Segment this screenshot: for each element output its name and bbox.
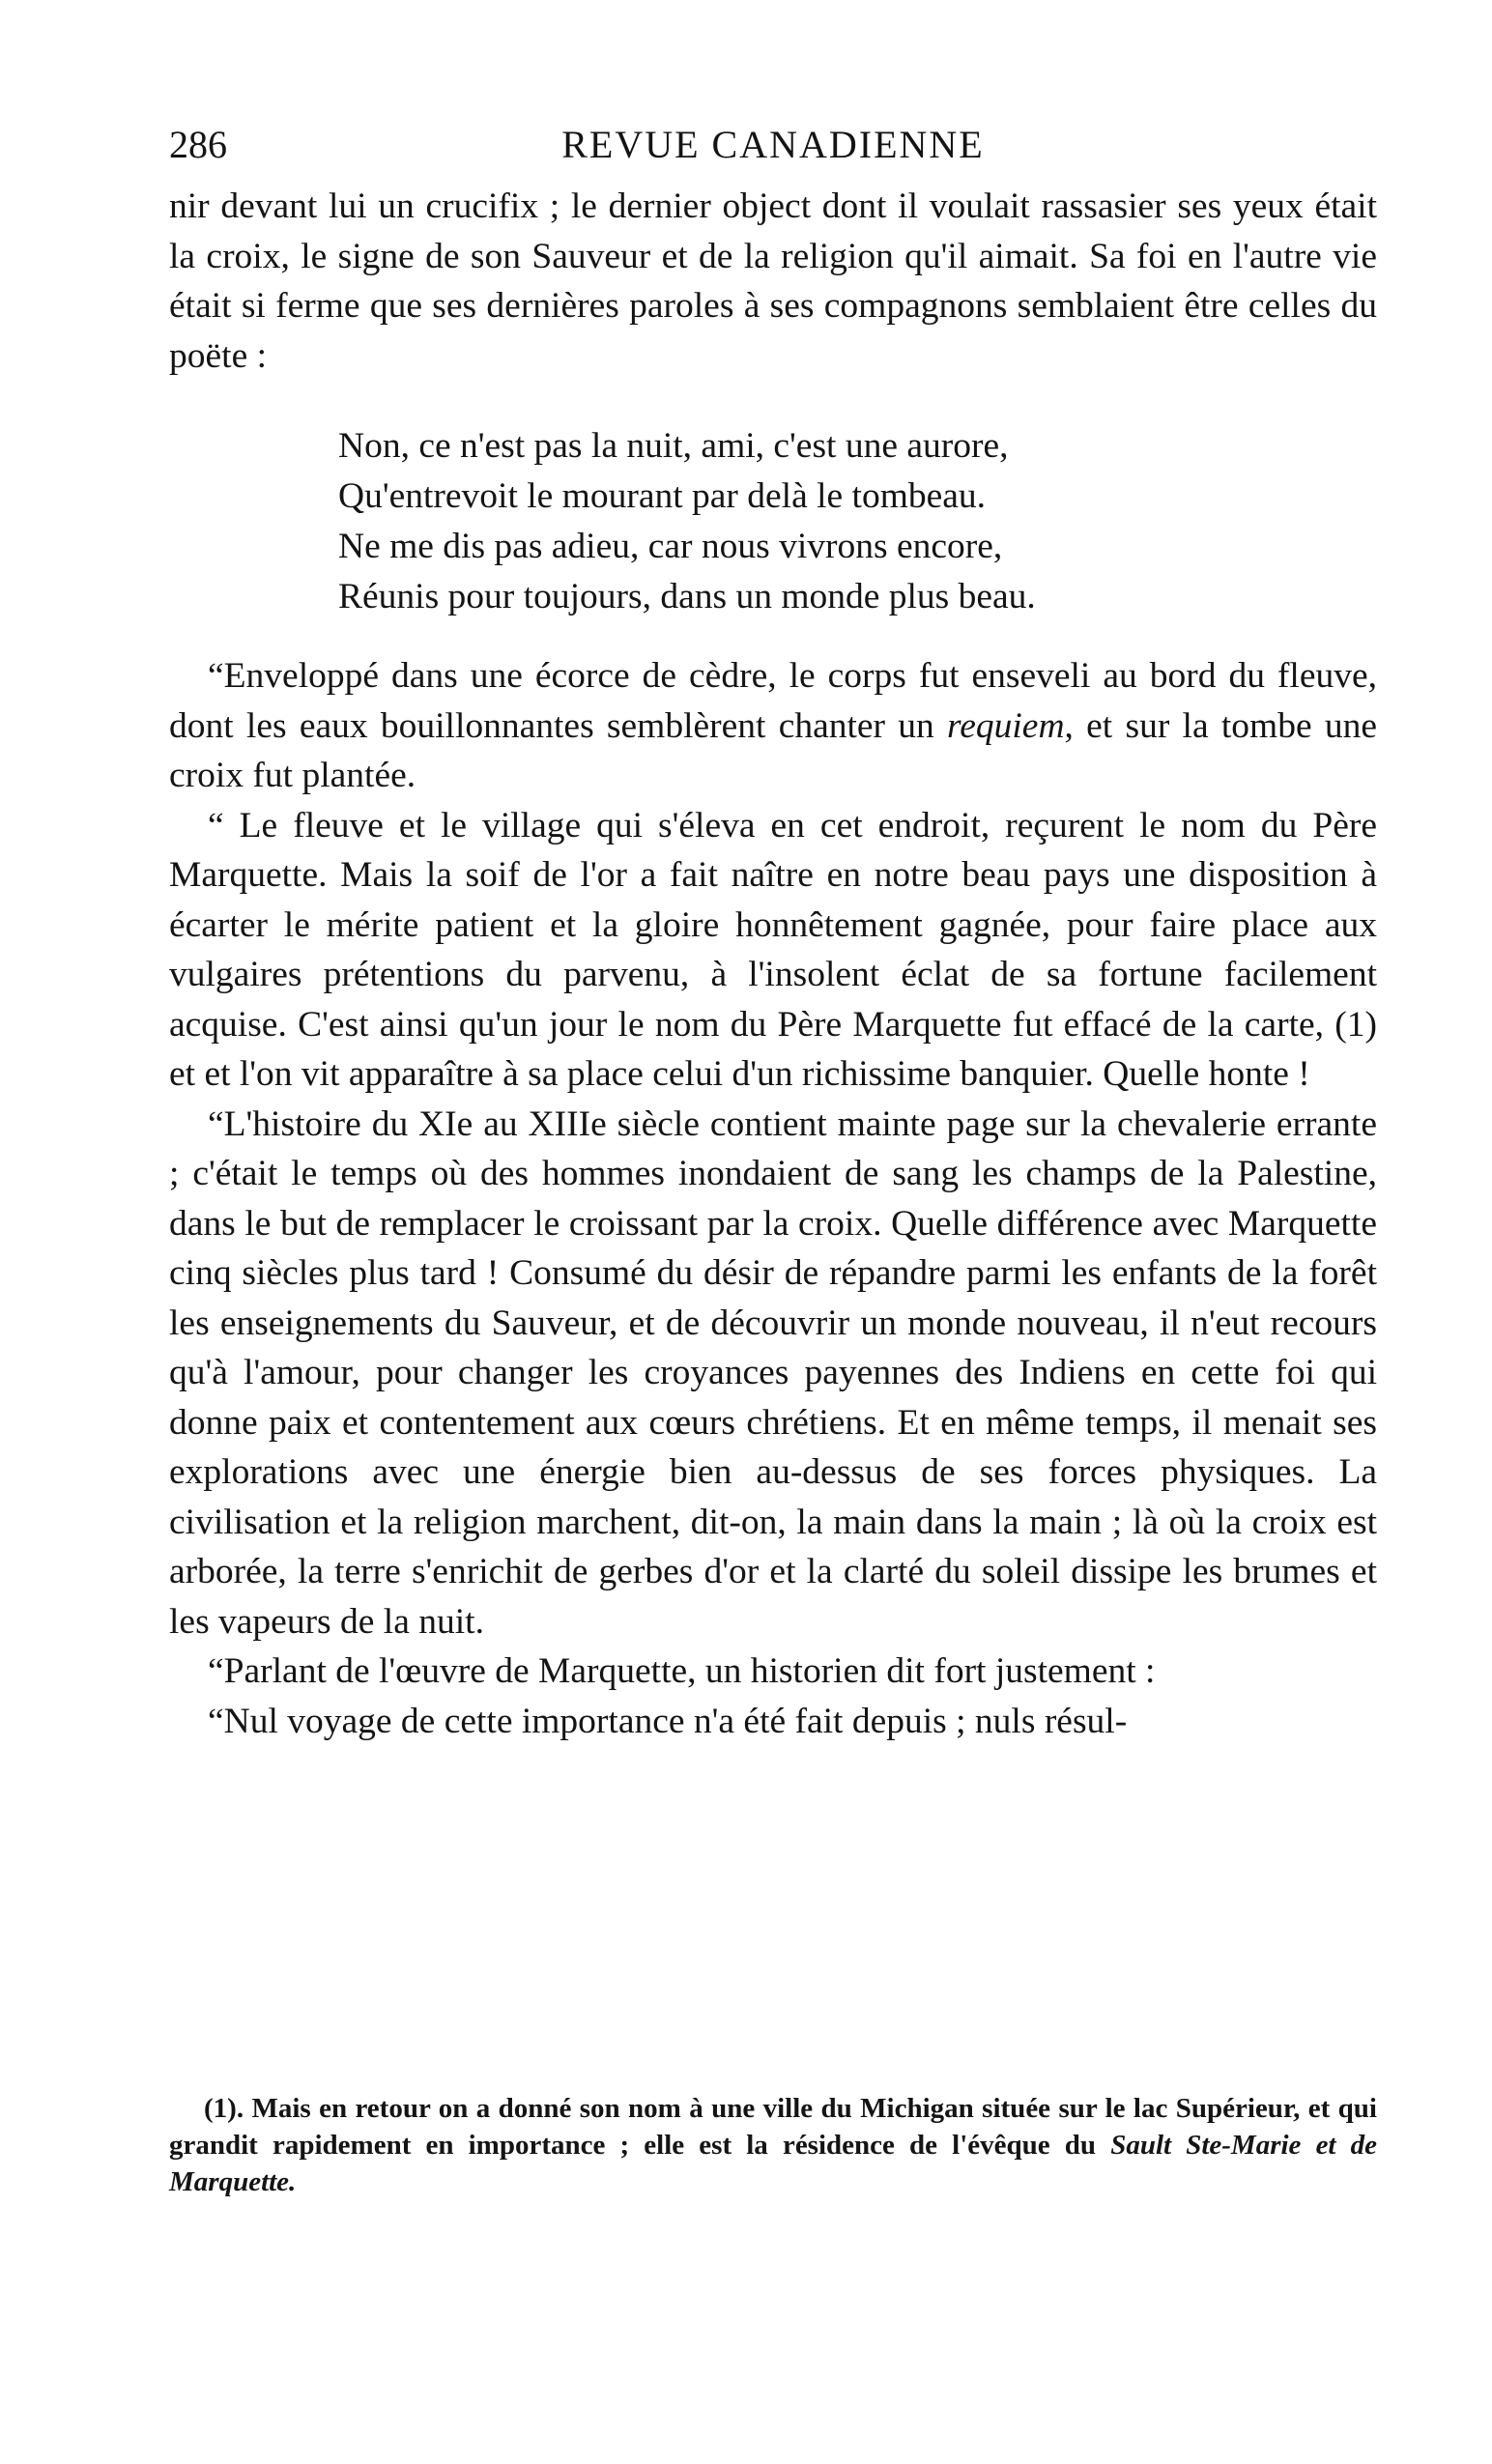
footnote-marker: (1). [204,2093,244,2124]
footnote-italic: Sault Ste-Marie et de Marquette. [169,2130,1378,2197]
page-header [169,116,1377,174]
footnote [169,2090,1377,2200]
paragraph [169,651,1377,801]
paragraph: nir devant lui un crucifix ; le dernier object dont il voulait rassasier ses yeux était la croix, le signe de son Sauveur et de la religion qu'il aimait. Sa foi en l'autre vie était si ferme que ses dernières paroles à ses compagnons semblaient être celles du poëte : [169,186,1377,376]
running-title: REVUE CANADIENNE [561,123,985,166]
poem-line: Réunis pour toujours, dans un monde plus beau. [338,577,1036,616]
poem-line: Qu'entrevoit le mourant par delà le tombeau. [338,476,987,516]
footnote-text: Mais en retour on a donné son nom à une ville du Michigan située sur le lac Supérieur, et qui grandit rapidement en importance ; elle est la résidence de l'évêque du [169,2093,1377,2161]
body-text [169,182,1377,1746]
paragraph: “L'histoire du XIe au XIIIe siècle contient mainte page sur la chevalerie errante ; c'était le temps où des hommes inondaient de sang les champs de la Palestine, dans le but de remplacer le croissant par la croix. Quelle différence avec Marquette cinq siècles plus tard ! Consumé du désir de répandre parmi les enfants de la forêt les enseignements du Sauveur, et de découvrir un monde nouveau, il n'eut recours qu'à l'amour, pour changer les croyances payennes des Indiens en cette foi qui donne paix et contentement aux cœurs chrétiens. Et en même temps, il menait ses explorations avec une énergie bien au-dessus de ses forces physiques. La civilisation et la religion marchent, dit-on, la main dans la main ; là où la croix est arborée, la terre s'enrichit de gerbes d'or et la clarté du soleil dissipe les brumes et les vapeurs de la nuit. [169,1103,1377,1642]
poem-line: Non, ce n'est pas la nuit, ami, c'est une aurore, [338,426,1009,466]
paragraph-text: , et sur la tombe une croix fut plantée. [169,705,1377,795]
italic-word: requiem [947,705,1065,746]
paragraph: “ Le fleuve et le village qui s'éleva en cet endroit, reçurent le nom du Père Marquette. Mais la soif de l'or a fait naître en notre beau pays une disposition à écarter le mérite patient et la gloire honnêtement gagnée, pour faire place aux vulgaires prétentions du parvenu, à l'insolent éclat de sa fortune facilement acquise. C'est ainsi qu'un jour le nom du Père Marquette fut effacé de la carte, (1) et et l'on vit apparaître à sa place celui d'un richissime banquier. Quelle honte ! [169,805,1377,1094]
poem-line: Ne me dis pas adieu, car nous vivrons encore, [338,527,1003,566]
paragraph: “Nul voyage de cette importance n'a été fait depuis ; nuls résul- [208,1701,1128,1741]
paragraph-text: “Enveloppé dans une écorce de cèdre, le corps fut enseveli au bord du fleuve, dont les eaux bouillonnantes semblèrent chanter un [169,656,1377,746]
page [169,116,1377,1746]
poem-block [338,421,1377,622]
paragraph: “Parlant de l'œuvre de Marquette, un historien dit fort justement : [208,1651,1156,1691]
page-number: 286 [169,123,227,166]
